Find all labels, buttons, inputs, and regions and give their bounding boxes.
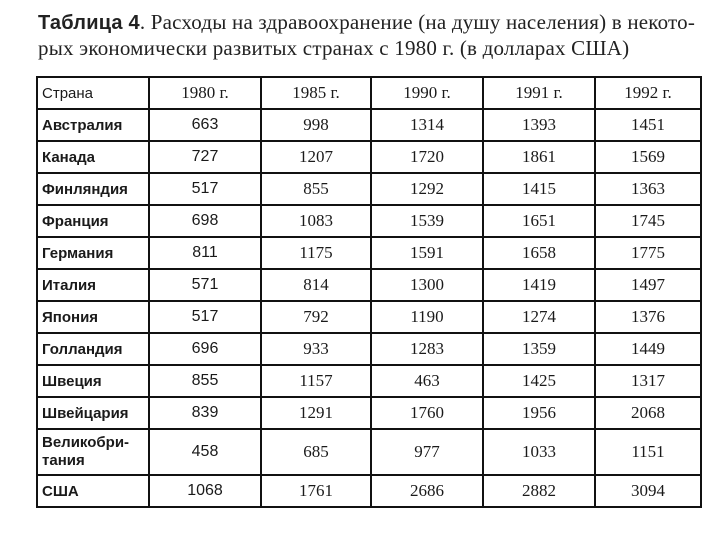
value-cell: 1151 <box>595 429 701 475</box>
value-cell: 1775 <box>595 237 701 269</box>
value-cell: 1317 <box>595 365 701 397</box>
value-cell: 855 <box>261 173 371 205</box>
value-cell: 1363 <box>595 173 701 205</box>
value-cell: 1300 <box>371 269 483 301</box>
value-cell: 1658 <box>483 237 595 269</box>
table-row <box>37 397 701 429</box>
country-cell: Япония <box>37 301 149 333</box>
value-cell: 1425 <box>483 365 595 397</box>
value-cell: 1283 <box>371 333 483 365</box>
table-row <box>37 109 701 141</box>
country-cell: Австралия <box>37 109 149 141</box>
health-expenditure-table <box>36 76 702 508</box>
country-line-1: Великобри- <box>42 434 130 451</box>
value-cell: 1720 <box>371 141 483 173</box>
value-cell: 1761 <box>261 475 371 507</box>
header-1985: 1985 г. <box>261 77 371 109</box>
header-1992: 1992 г. <box>595 77 701 109</box>
value-cell: 1651 <box>483 205 595 237</box>
value-cell: 458 <box>149 429 261 475</box>
value-cell: 1760 <box>371 397 483 429</box>
value-cell: 1497 <box>595 269 701 301</box>
value-cell: 663 <box>149 109 261 141</box>
country-cell: Швейцария <box>37 397 149 429</box>
country-cell: Канада <box>37 141 149 173</box>
value-cell: 855 <box>149 365 261 397</box>
value-cell: 727 <box>149 141 261 173</box>
value-cell: 1449 <box>595 333 701 365</box>
value-cell: 1175 <box>261 237 371 269</box>
value-cell: 1539 <box>371 205 483 237</box>
value-cell: 1083 <box>261 205 371 237</box>
value-cell: 811 <box>149 237 261 269</box>
value-cell: 1314 <box>371 109 483 141</box>
value-cell: 839 <box>149 397 261 429</box>
header-1980: 1980 г. <box>149 77 261 109</box>
table-row <box>37 365 701 397</box>
country-cell: Италия <box>37 269 149 301</box>
table-row <box>37 269 701 301</box>
value-cell: 1190 <box>371 301 483 333</box>
country-cell: Финляндия <box>37 173 149 205</box>
value-cell: 1861 <box>483 141 595 173</box>
value-cell: 1956 <box>483 397 595 429</box>
caption-line-1 <box>38 10 698 36</box>
table-row <box>37 429 701 475</box>
caption-text-2: рых экономически развитых странах с 1980 г. (в долларах США) <box>38 36 630 60</box>
country-cell: Голландия <box>37 333 149 365</box>
value-cell: 998 <box>261 109 371 141</box>
value-cell: 1393 <box>483 109 595 141</box>
value-cell: 1033 <box>483 429 595 475</box>
value-cell: 698 <box>149 205 261 237</box>
country-line-2: тания <box>42 452 85 469</box>
country-cell: США <box>37 475 149 507</box>
caption-text-1: . Расходы на здравоохранение (на душу населения) в некото- <box>139 10 696 34</box>
value-cell: 792 <box>261 301 371 333</box>
value-cell: 2882 <box>483 475 595 507</box>
value-cell: 933 <box>261 333 371 365</box>
table-caption <box>38 10 698 61</box>
table-row <box>37 333 701 365</box>
country-cell: Германия <box>37 237 149 269</box>
value-cell: 696 <box>149 333 261 365</box>
value-cell: 1376 <box>595 301 701 333</box>
value-cell: 1745 <box>595 205 701 237</box>
value-cell: 2068 <box>595 397 701 429</box>
value-cell: 1068 <box>149 475 261 507</box>
value-cell: 517 <box>149 173 261 205</box>
header-1991: 1991 г. <box>483 77 595 109</box>
caption-label: Таблица 4 <box>38 12 140 34</box>
header-country: Страна <box>37 77 149 109</box>
table-row <box>37 301 701 333</box>
value-cell: 463 <box>371 365 483 397</box>
value-cell: 814 <box>261 269 371 301</box>
table-row <box>37 475 701 507</box>
country-cell: Швеция <box>37 365 149 397</box>
country-cell: Франция <box>37 205 149 237</box>
table-row <box>37 141 701 173</box>
table-row <box>37 237 701 269</box>
value-cell: 1451 <box>595 109 701 141</box>
value-cell: 1292 <box>371 173 483 205</box>
value-cell: 1419 <box>483 269 595 301</box>
header-1990: 1990 г. <box>371 77 483 109</box>
value-cell: 1569 <box>595 141 701 173</box>
value-cell: 517 <box>149 301 261 333</box>
value-cell: 1291 <box>261 397 371 429</box>
value-cell: 1359 <box>483 333 595 365</box>
value-cell: 1274 <box>483 301 595 333</box>
value-cell: 1207 <box>261 141 371 173</box>
table-header-row <box>37 77 701 109</box>
value-cell: 977 <box>371 429 483 475</box>
country-cell <box>37 429 149 475</box>
value-cell: 1591 <box>371 237 483 269</box>
value-cell: 2686 <box>371 475 483 507</box>
value-cell: 685 <box>261 429 371 475</box>
value-cell: 571 <box>149 269 261 301</box>
table-row <box>37 173 701 205</box>
value-cell: 1157 <box>261 365 371 397</box>
value-cell: 1415 <box>483 173 595 205</box>
value-cell: 3094 <box>595 475 701 507</box>
table-row <box>37 205 701 237</box>
